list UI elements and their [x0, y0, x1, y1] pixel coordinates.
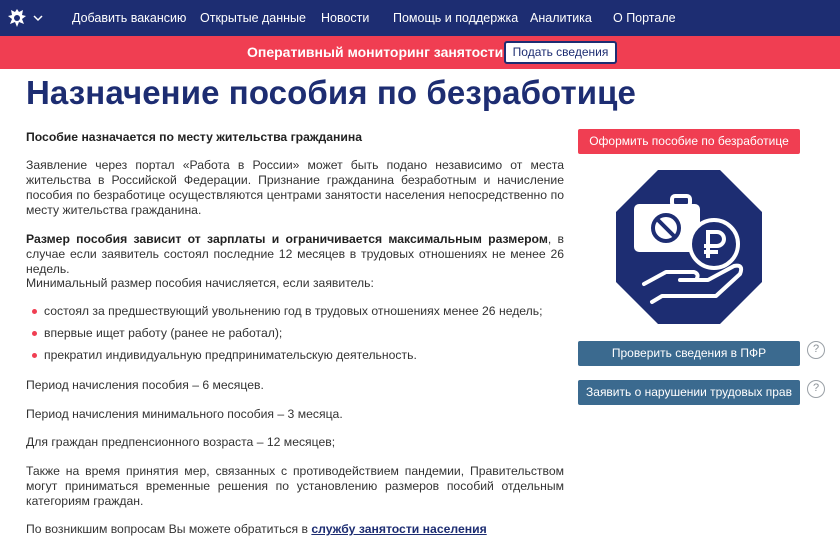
apply-unemployment-benefit-button[interactable]: Оформить пособие по безработице	[578, 129, 800, 154]
paragraph-period-1: Период начисления пособия – 6 месяцев.	[26, 378, 264, 392]
content-subhead: Пособие назначается по месту жительства гражданина	[26, 130, 363, 144]
contact-text: По возникшим вопросам Вы можете обратиться в	[26, 522, 312, 536]
help-icon[interactable]: ?	[807, 341, 825, 359]
chevron-down-icon[interactable]	[33, 13, 43, 23]
benefit-size-text: , в случае если заявитель состоял последние 12 месяцев в трудовых отношениях не менее 26 недель.	[26, 232, 564, 276]
paragraph-period-2: Период начисления минимального пособия – 3 месяца.	[26, 407, 343, 421]
top-navigation	[0, 0, 840, 36]
check-pfr-button[interactable]: Проверить сведения в ПФР	[578, 341, 800, 366]
report-violation-button[interactable]: Заявить о нарушении трудовых прав	[578, 380, 800, 405]
nav-about-portal[interactable]: О Портале	[613, 11, 676, 25]
nav-news[interactable]: Новости	[321, 11, 370, 25]
list-item: впервые ищет работу (ранее не работал);	[32, 326, 562, 341]
nav-open-data[interactable]: Открытые данные	[200, 11, 306, 25]
list-item: состоял за предшествующий увольнению год в трудовых отношениях менее 26 недель;	[32, 304, 562, 319]
nav-help-support[interactable]: Помощь и поддержка	[393, 11, 519, 25]
submit-data-button[interactable]: Подать сведения	[504, 41, 617, 64]
nav-analytics[interactable]: Аналитика	[530, 11, 592, 25]
banner-title: Оперативный мониторинг занятости	[247, 44, 504, 60]
benefit-size-bold-text: Размер пособия зависит от зарплаты и ограничивается максимальным размером	[26, 232, 548, 246]
paragraph-benefit-size	[26, 232, 564, 277]
paragraph-period-3: Для граждан предпенсионного возраста – 12 месяцев;	[26, 435, 336, 449]
coat-of-arms-logo-icon[interactable]	[6, 7, 28, 29]
help-icon[interactable]: ?	[807, 380, 825, 398]
briefcase-ruble-hand-icon	[614, 168, 764, 326]
monitoring-banner	[0, 36, 840, 69]
paragraph-pandemic: Также на время принятия мер, связанных с противодействием пандемии, Правительством могут приниматься временные решения по установлению размеров пособий отдельным категориям граждан.	[26, 464, 564, 508]
paragraph-contact	[26, 522, 564, 537]
page-title: Назначение пособия по безработице	[26, 74, 636, 111]
paragraph-minimum-conditions: Минимальный размер пособия начисляется, если заявитель:	[26, 276, 374, 290]
paragraph-portal-info: Заявление через портал «Работа в России» может быть подано независимо от места жительства в Российской Федерации. Признание гражданина безработным и начисление пособия по безработице осуществляются центрами занятости населения непосредственно по месту жительства гражданина.	[26, 158, 564, 217]
nav-add-vacancy[interactable]: Добавить вакансию	[72, 11, 187, 25]
employment-service-link[interactable]: службу занятости населения	[311, 522, 487, 536]
list-item: прекратил индивидуальную предпринимательскую деятельность.	[32, 348, 562, 363]
